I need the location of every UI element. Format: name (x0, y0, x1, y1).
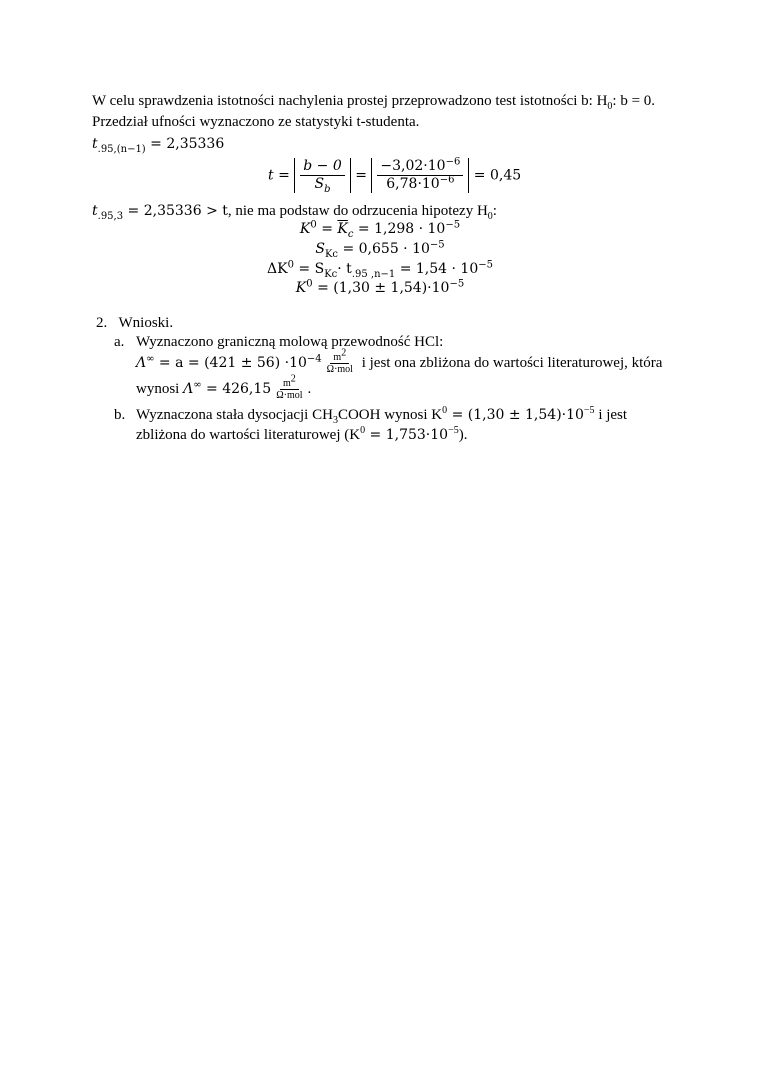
delta-k0-value: = 1,54 · 10 (395, 261, 479, 277)
compare-line: $t_{.95,3} = 2,35336 > t$, nie ma podstaw do odrzucenia hipotezy $H_0$: (92, 203, 497, 222)
b-lit-tail: ). (458, 427, 468, 443)
conclusion-b-letter (114, 406, 125, 424)
section-number: 2. (96, 315, 108, 331)
k0-final-line (0, 279, 760, 297)
b-value: = (1,30 ± 1,54)·10 (447, 407, 584, 423)
intro-text-end: : b = 0. (612, 93, 656, 109)
fraction-2-numerator: −3,02·10 (380, 158, 446, 174)
unit-lit-den: Ω·mol (276, 390, 303, 401)
conclusion-b-line-2 (136, 426, 467, 444)
conclusion-a-letter (114, 333, 124, 351)
intro-text: W celu sprawdzenia istotności nachylenia prostej przeprowadzono test istotności b: H (92, 93, 608, 109)
kf-sup: 0 (306, 278, 313, 290)
lambda-lit-value: = 426,15 (201, 380, 272, 397)
t-critical-subscript: .95,(n−1) (97, 143, 146, 155)
unit-fraction (324, 347, 356, 375)
intro-line-1 (92, 92, 655, 110)
compare-text: , nie ma podstaw do odrzucenia hipotezy H (227, 203, 488, 219)
unit-den: Ω·mol (326, 364, 353, 375)
kc-sub: c (347, 228, 354, 240)
k0-final-value: = (1,30 ± 1,54)·10 (312, 280, 450, 296)
intro-text-2: Przedział ufności wyznaczono ze statystyki t-studenta. (92, 114, 420, 130)
b-sup: 0 (442, 405, 448, 416)
b-text1: Wyznaczona stała dysocjacji CH (136, 407, 333, 423)
t-equation (268, 158, 521, 193)
compare-subscript: .95,3 (97, 210, 124, 222)
t-eq-result: = 0,45 (469, 167, 522, 184)
conclusion-a-line-1 (136, 333, 443, 351)
lambda-symbol: Λ (136, 354, 147, 371)
fraction-1-numerator: b − 0 (303, 158, 342, 174)
unit-num-sup: 2 (341, 347, 347, 359)
lambda-lit-inf: ∞ (193, 379, 202, 391)
b-line2-text: zbliżona do wartości literaturowej (K (136, 427, 361, 443)
k0-final-symbol: K (295, 280, 307, 296)
compare-h-sub: 0 (487, 211, 493, 222)
k0-eq: = (316, 221, 338, 237)
section-title: Wnioski. (118, 315, 174, 331)
fraction-1-denominator: S (314, 176, 325, 192)
b-sub3: 3 (332, 415, 338, 426)
lambda-inf: ∞ (146, 353, 155, 365)
abs-fraction-1 (294, 158, 351, 193)
unit-lit-num: m (282, 378, 291, 389)
fraction-1-den-sub: b (324, 183, 331, 195)
lambda-value: = a = (421 ± 56) ·10 (154, 354, 307, 371)
k0-symbol: K (299, 221, 311, 237)
fraction-2-denominator: 6,78·10 (386, 176, 440, 192)
k0-sup: 0 (310, 219, 317, 231)
b-text1c: i jest (594, 407, 628, 423)
lambda-exp: −4 (306, 353, 322, 365)
a-line3-tail: . (307, 380, 312, 397)
unit-fraction-lit (273, 373, 305, 401)
dk-sup: 0 (287, 259, 294, 271)
s-symbol: S (315, 241, 325, 257)
delta-k0-symbol: ΔK (267, 261, 288, 277)
intro-line-2 (92, 113, 419, 131)
kf-exp: −5 (449, 278, 465, 290)
b-lit-value: = 1,753·10 (365, 427, 449, 443)
t-eq-lhs: t = (268, 167, 295, 184)
h-subscript: 0 (607, 101, 613, 112)
s-kc-line (0, 240, 760, 258)
b-letter: b. (114, 407, 126, 423)
a-line3-pre: wynosi (136, 380, 184, 397)
b-text1b: COOH wynosi K (337, 407, 443, 423)
s-exp: −5 (429, 239, 445, 251)
a-line2-text: i jest ona zbliżona do wartości literaturowej, która (357, 354, 663, 371)
conclusion-a-line-2 (136, 347, 668, 375)
conclusion-b-line-1 (136, 406, 627, 424)
compare-tail: : (492, 203, 497, 219)
s-sub: Kc (324, 248, 339, 260)
dk-sub: Kc (324, 268, 338, 280)
t-critical-line: $t_{.95,(n-1)} = 2,35336$ (92, 136, 225, 155)
b-lit-sup: 0 (360, 425, 366, 436)
unit-num: m (333, 352, 342, 363)
dk-tsub: .95 ,n−1 (351, 268, 396, 280)
t-eq-equals: = (350, 167, 372, 184)
delta-k0-line (0, 260, 760, 278)
t-critical-value: = 2,35336 (145, 136, 225, 152)
abs-fraction-2 (371, 158, 469, 193)
compare-math: = 2,35336 > t (123, 203, 228, 219)
conclusions-heading (96, 314, 173, 332)
kc-mean-symbol: $\overline{K}$ (337, 221, 348, 237)
unit-lit-num-sup: 2 (290, 373, 296, 385)
b-lit-exp: −5 (448, 425, 459, 436)
a-letter: a. (114, 334, 125, 350)
dk-t: · t (337, 261, 352, 277)
k0-mean-line (0, 220, 760, 238)
conclusion-a-line-3 (136, 373, 312, 401)
fraction-2-den-exp: −6 (439, 174, 455, 186)
dk-exp: −5 (478, 259, 493, 271)
dk-mid: = S (293, 261, 325, 277)
k0-exp: −5 (445, 219, 461, 231)
fraction-2-num-exp: −6 (445, 156, 461, 168)
b-exp: −5 (583, 405, 595, 416)
a-line1-text: Wyznaczono graniczną molową przewodność HCl: (136, 334, 444, 350)
lambda-lit-symbol: Λ (183, 380, 194, 397)
s-value: = 0,655 · 10 (338, 241, 430, 257)
k0-value: = 1,298 · 10 (353, 221, 446, 237)
